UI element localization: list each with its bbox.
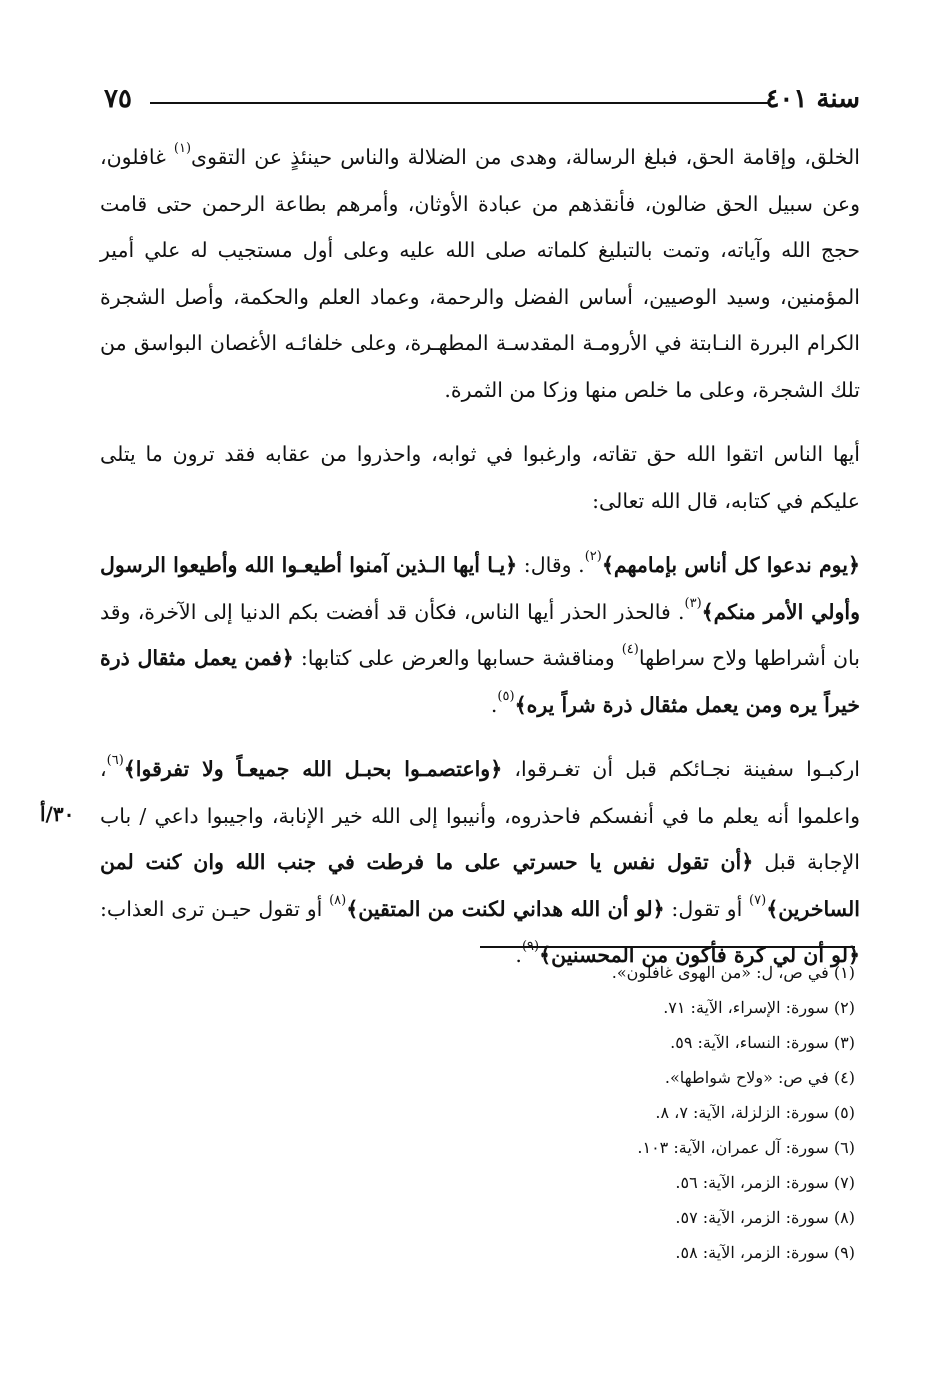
paragraph: [100, 542, 860, 728]
footnote: (٨) سورة: الزمر، الآية: ٥٧.: [675, 1208, 855, 1227]
footnote-ref: (٩): [521, 939, 540, 955]
paragraph: [100, 431, 860, 524]
footnote-ref: (١): [173, 141, 192, 157]
quran-verse: ﴿واعتصمـوا بحبـل الله جميعـاً ولا تفرقوا﴾: [123, 757, 503, 781]
footnote: (٤) في ص: «ولاح شواطها».: [664, 1068, 855, 1087]
footnote-ref: (٦): [106, 753, 124, 769]
quran-verse: ﴿يوم ندعوا كل أناس بإمامهم﴾: [601, 553, 860, 577]
footnote: (٦) سورة: آل عمران، الآية: ١٠٣.: [637, 1138, 855, 1157]
footnote: (٧) سورة: الزمر، الآية: ٥٦.: [675, 1173, 855, 1192]
footnote: (١) في ص، ل: «من الهوى غافلون».: [611, 963, 855, 982]
paragraph: [100, 746, 860, 979]
quran-verse: ﴿لو أن لي كرة فأكون من المحسنين﴾: [539, 943, 860, 967]
footnotes: [475, 955, 855, 1270]
quran-verse: ﴿يـا أيها الـذين آمنوا أطيعـوا الله وأطيعوا الرسول وأولي الأمر منكم﴾: [100, 553, 860, 624]
text-run: .: [490, 692, 498, 717]
footnote: (٥) سورة: الزلزلة، الآية: ٧، ٨.: [655, 1103, 855, 1122]
page-number: ٧٥: [104, 84, 132, 114]
footnote: (٩) سورة: الزمر، الآية: ٥٨.: [675, 1243, 855, 1262]
paragraph: [100, 134, 860, 413]
quran-verse: ﴿أن تقول نفس يا حسرتي على ما فرطت في جنب الله وان كنت لمن الساخرين﴾: [100, 850, 860, 921]
footnote-ref: (٤): [621, 642, 639, 658]
quran-verse: ﴿لو أن الله هداني لكنت من المتقين﴾: [346, 896, 665, 921]
text-run: أيها الناس اتقوا الله حق تقاته، وارغبوا في ثوابه، واحذروا من عقابه فقد ترون ما يتلى عليكم في كتابه، قال الله تعالى:: [100, 442, 860, 513]
footnote-ref: (٣): [684, 595, 702, 611]
text-run: أو تقول:: [664, 896, 750, 921]
text-run: غافلون، وعن سبيل الحق ضالون، فأنقذهم من عبادة الأوثان، وأمرهم بطاعة الرحمن حتى قامت حجج الله وآياته، وتمت بالتبليغ كلماته صلى الله عليه وعلى أول مستجيب له علي أمير المؤمنين، وسيد الوصيين، أساس الفضل والرحمة، وعماد العلم والحكمة، وأصل الشجرة الكرام البررة النـابتة في الأرومـة المقدسـة المطهـرة، وعلى خلفائـه الأغصان البواسق من تلك الشجرة، وعلى ما خلص منها وزكا من الثمرة.: [100, 145, 860, 402]
text-run: . وقال:: [517, 553, 585, 577]
folio-margin-note: ٣٠/أ: [40, 802, 75, 826]
text-run: . فالحذر الحذر أيها الناس، فكأن قد أفضت بكم الدنيا إلى الآخرة، وقد بان أشراطها ولاح سراطها: [100, 599, 860, 670]
footnote: (٢) سورة: الإسراء، الآية: ٧١.: [663, 998, 855, 1017]
text-run: ومناقشة حسابها والعرض على كتابها:: [293, 646, 622, 670]
footnote: (٣) سورة: النساء، الآية: ٥٩.: [670, 1033, 855, 1052]
header-rule: [150, 102, 768, 104]
footnote-rule: [480, 946, 855, 948]
text-run: الخلق، وإقامة الحق، فبلغ الرسالة، وهدى من الضلالة والناس حينئذٍ عن التقوى: [191, 145, 860, 169]
footnote-ref: (٨): [329, 892, 347, 908]
text-run: .: [515, 943, 522, 967]
main-text: [100, 134, 860, 979]
quran-verse: ﴿فمن يعمل مثقال ذرة خيراً يره ومن يعمل مثقال ذرة شراً يره﴾: [100, 646, 860, 717]
running-title: سنة ٤٠١: [765, 84, 860, 114]
footnote-ref: (٢): [584, 549, 602, 565]
text-run: أو تقول حيـن ترى العذاب:: [100, 896, 330, 921]
footnote-ref: (٥): [497, 688, 515, 704]
footnote-ref: (٧): [749, 892, 767, 908]
text-run: ، واعلموا أنه يعلم ما في أنفسكم فاحذروه، وأنيبوا إلى الله خير الإنابة، واجيبوا داعي / باب الإجابة قبل: [100, 757, 861, 874]
page-header: [100, 84, 860, 120]
text-run: اركبـوا سفينة نجـائكم قبل أن تغـرقوا،: [502, 757, 861, 781]
